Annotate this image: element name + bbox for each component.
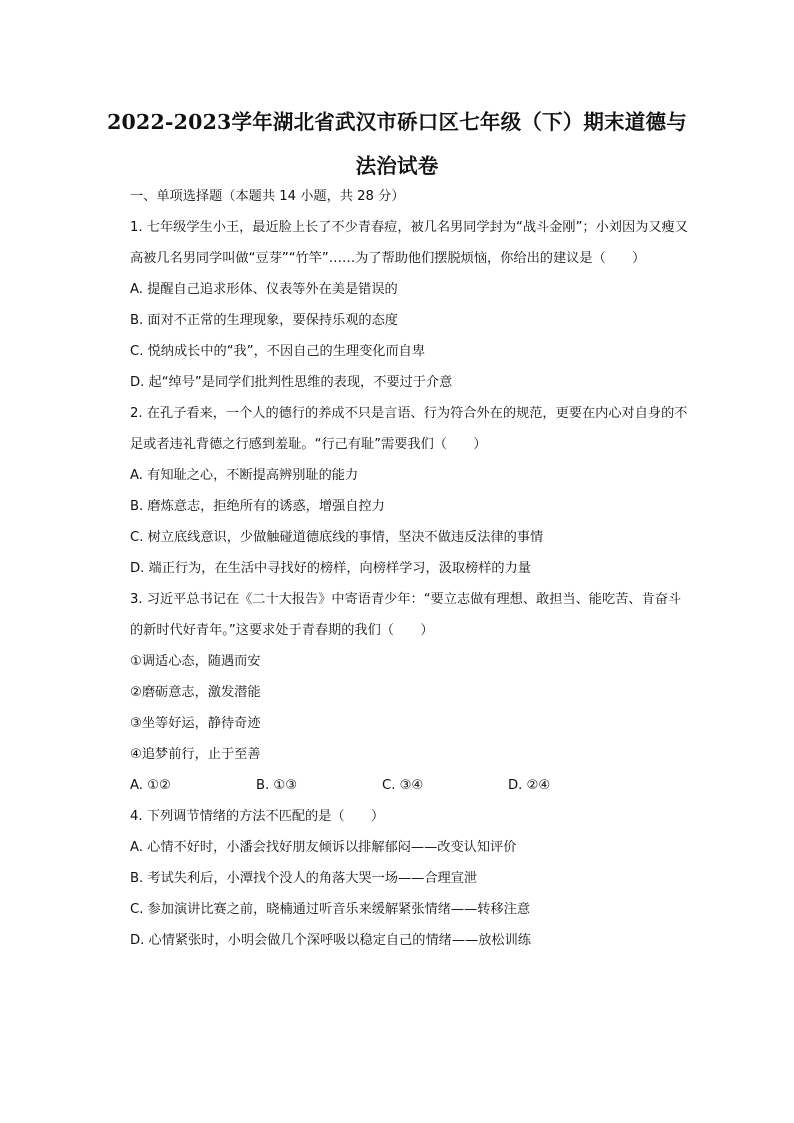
question-4-option-b: B. 考试失利后，小潭找个没人的角落大哭一场——合理宣泄 bbox=[130, 871, 478, 886]
question-3-option-b: B. ①③ bbox=[256, 778, 298, 793]
section-heading: 一、单项选择题（本题共 14 小题，共 28 分） bbox=[130, 189, 405, 204]
question-2-option-d: D. 端正行为，在生活中寻找好的榜样，向榜样学习，汲取榜样的力量 bbox=[130, 561, 531, 576]
question-1-option-c: C. 悦纳成长中的“我”，不因自己的生理变化而自卑 bbox=[130, 344, 426, 359]
question-3-option-a: A. ①② bbox=[130, 778, 171, 793]
exam-content bbox=[130, 182, 694, 956]
question-3-stem: 3. 习近平总书记在《二十大报告》中寄语青少年：“要立志做有理想、敢担当、能吃苦、肯奋斗的新时代好青年。”这要求处于青春期的我们（ ） bbox=[130, 592, 682, 638]
question-4-option-c: C. 参加演讲比赛之前，晓楠通过听音乐来缓解紧张情绪——转移注意 bbox=[130, 902, 531, 917]
question-1-option-b: B. 面对不正常的生理现象，要保持乐观的态度 bbox=[130, 313, 398, 328]
question-4-option-d: D. 心情紧张时，小明会做几个深呼吸以稳定自己的情绪——放松训练 bbox=[130, 933, 531, 948]
question-1-option-a: A. 提醒自己追求形体、仪表等外在美是错误的 bbox=[130, 282, 398, 297]
question-2-option-b: B. 磨炼意志，拒绝所有的诱惑，增强自控力 bbox=[130, 499, 385, 514]
question-3-option-d: D. ②④ bbox=[508, 778, 551, 793]
question-3-options bbox=[130, 770, 694, 801]
question-1-option-d: D. 起“绰号”是同学们批判性思维的表现，不要过于介意 bbox=[130, 375, 453, 390]
question-3-item-1: ①调适心态，随遇而安 bbox=[130, 654, 261, 669]
question-2-option-c: C. 树立底线意识，少做触碰道德底线的事情，坚决不做违反法律的事情 bbox=[130, 530, 544, 545]
question-4-stem: 4. 下列调节情绪的方法不匹配的是（ ） bbox=[130, 809, 385, 824]
question-1-stem: 1. 七年级学生小王，最近脸上长了不少青春痘，被几名男同学封为“战斗金刚”；小刘因为又瘦又高被几名男同学叫做“豆芽”“竹竿”……为了帮助他们摆脱烦恼，你给出的建议是（ ） bbox=[130, 220, 688, 266]
question-2-stem: 2. 在孔子看来，一个人的德行的养成不只是言语、行为符合外在的规范，更要在内心对自身的不足或者违礼背德之行感到羞耻。“行己有耻”需要我们（ ） bbox=[130, 406, 688, 452]
question-3-option-c: C. ③④ bbox=[382, 778, 424, 793]
question-4-option-a: A. 心情不好时，小潘会找好朋友倾诉以排解郁闷——改变认知评价 bbox=[130, 840, 517, 855]
question-3-item-3: ③坐等好运，静待奇迹 bbox=[130, 716, 261, 731]
question-2-option-a: A. 有知耻之心，不断提高辨别耻的能力 bbox=[130, 468, 359, 483]
exam-title: 2022-2023学年湖北省武汉市硚口区七年级（下）期末道德与法治试卷 bbox=[107, 110, 687, 178]
question-3-item-4: ④追梦前行，止于至善 bbox=[130, 747, 261, 762]
question-3-item-2: ②磨砺意志，激发潜能 bbox=[130, 685, 261, 700]
